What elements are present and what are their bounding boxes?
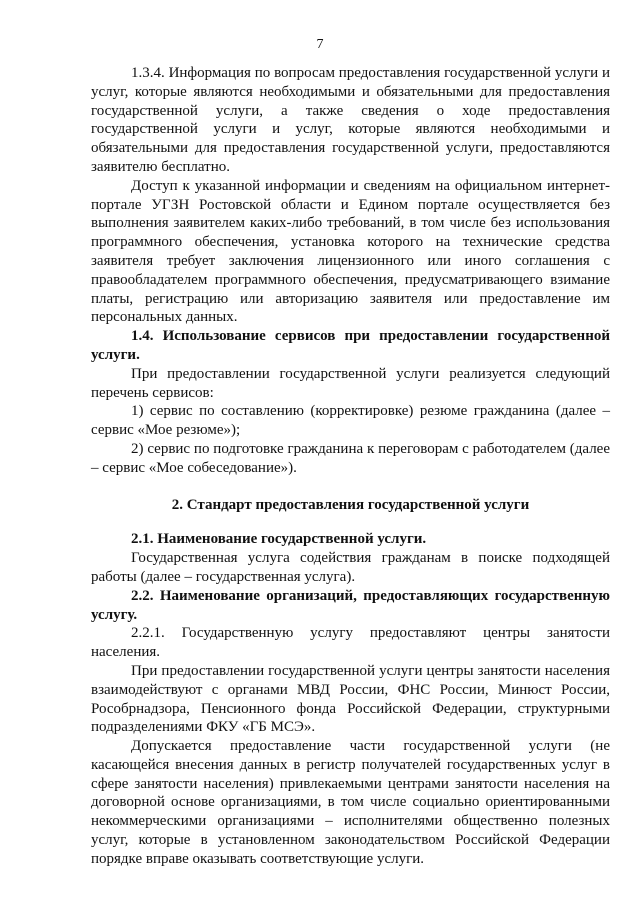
document-body: [91, 64, 610, 869]
paragraph-services-intro: При предоставлении государственной услуги реализуется следующий перечень сервисов:: [91, 365, 610, 401]
heading-2-2: 2.2. Наименование организаций, предоставляющих государственную услугу.: [91, 587, 610, 623]
paragraph-service-name: Государственная услуга содействия гражданам в поиске подходящей работы (далее – государственная услуга).: [91, 550, 610, 585]
paragraph-1-3-4: 1.3.4. Информация по вопросам предоставления государственной услуги и услуг, которые являются необходимыми и обязательными для предоставления государственной услуги, а также сведения о ходе предоставления государственной услуги и услуг, которые являются необходимыми и обязательными для предоставления государственной услуги, предоставляются заявителю бесплатно.: [91, 65, 610, 175]
spacer: [91, 478, 610, 496]
list-item-service-1: 1) сервис по составлению (корректировке) резюме гражданина (далее – сервис «Мое резюме»);: [91, 403, 610, 439]
paragraph-partial-service: Допускается предоставление части государственной услуги (не касающейся внесения данных в регистр получателей государственных услуг в сфере занятости населения) привлекаемыми центрами занятости населения на договорной основе организациями, в том числе социально ориентированными некоммерческими организациями – исполнителями общественно полезных услуг, которые в установленном законодательством Российской Федерации порядке вправе оказывать соответствующие услуги.: [91, 738, 610, 867]
spacer: [91, 514, 610, 530]
paragraph-2-2-1: 2.2.1. Государственную услугу предоставляют центры занятости населения.: [91, 625, 610, 661]
paragraph-access-info: Доступ к указанной информации и сведениям на официальном интернет-портале УГЗН Ростовской области и Едином портале осуществляется без выполнения заявителем каких-либо требований, в том числе без использования программного обеспечения, установка которого на технические средства заявителя требует заключения лицензионного или иного соглашения с правообладателем программного обеспечения, предусматривающего взимание платы, регистрацию или авторизацию заявителя или предоставление им персональных данных.: [91, 177, 610, 326]
heading-2-1: 2.1. Наименование государственной услуги.: [131, 531, 427, 548]
page-number: 7: [316, 37, 324, 52]
paragraph-interaction: При предоставлении государственной услуги центры занятости населения взаимодействуют с органами МВД России, ФНС России, Минюст России, Рособрнадзора, Пенсионного фонда Российской Федерации, структурными подразделениями ФКУ «ГБ МСЭ».: [91, 662, 610, 736]
heading-1-4: 1.4. Использование сервисов при предоставлении государственной услуги.: [91, 328, 610, 363]
section-heading-2: 2. Стандарт предоставления государственной услуги: [171, 496, 530, 513]
list-item-service-2: 2) сервис по подготовке гражданина к переговорам с работодателем (далее – сервис «Мое собеседование»).: [91, 440, 610, 476]
